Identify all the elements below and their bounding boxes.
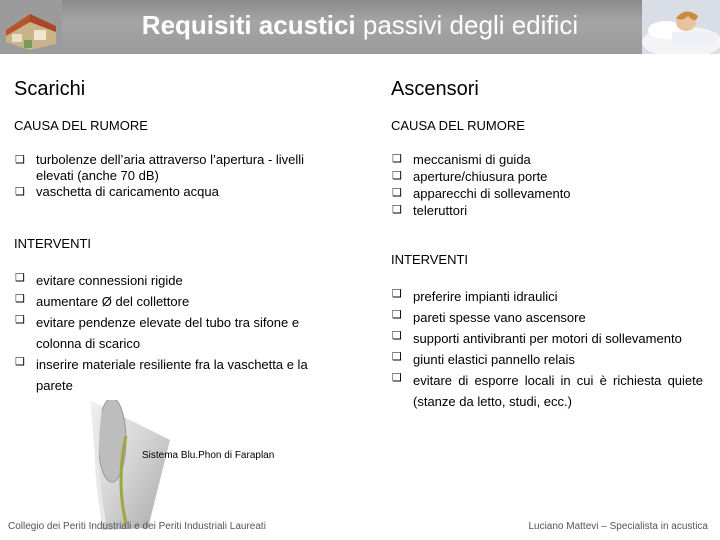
checkbox-bullet-icon: ❑ [15, 185, 25, 198]
title-bold: Requisiti acustici [141, 10, 356, 40]
checkbox-bullet-icon: ❑ [15, 292, 25, 305]
slide-title [0, 8, 720, 42]
list-item: ❑ preferire impianti idraulici [392, 287, 558, 304]
checkbox-bullet-icon: ❑ [392, 169, 402, 182]
checkbox-bullet-icon: ❑ [392, 287, 402, 300]
scarichi-interventions-list [14, 270, 330, 396]
list-item: ❑ meccanismi di guida [392, 152, 531, 167]
ascensori-causes-list [391, 151, 703, 219]
footer-author: Luciano Mattevi – Specialista in acustica [528, 521, 708, 532]
ascensori-interventions-label: INTERVENTI [391, 252, 469, 267]
ascensori-title: Ascensori [391, 78, 479, 100]
scarichi-cause-label: CAUSA DEL RUMORE [14, 118, 148, 133]
title-rest: passivi degli edifici [355, 10, 579, 40]
checkbox-bullet-icon: ❑ [15, 313, 25, 326]
checkbox-bullet-icon: ❑ [392, 186, 402, 199]
scarichi-interventions-label: INTERVENTI [14, 236, 92, 251]
list-item: ❑ teleruttori [392, 203, 468, 218]
list-item: ❑ evitare di esporre locali in cui è richiesta quiete (stanze da letto, studi, ecc.) [392, 371, 703, 409]
list-item: ❑ vaschetta di caricamento acqua [15, 184, 219, 199]
list-item: ❑ aperture/chiusura porte [392, 169, 548, 184]
checkbox-bullet-icon: ❑ [15, 355, 25, 368]
ascensori-cause-label: CAUSA DEL RUMORE [391, 118, 525, 133]
list-item: ❑ evitare connessioni rigide [15, 271, 183, 288]
list-item: ❑ evitare pendenze elevate del tubo tra sifone e colonna di scarico [15, 313, 300, 351]
drain-pipe-image [30, 400, 200, 530]
list-item: ❑ inserire materiale resiliente fra la vaschetta e la parete [15, 355, 308, 393]
header-bar [0, 0, 720, 54]
list-item: ❑ apparecchi di sollevamento [392, 186, 571, 201]
ascensori-interventions-list [391, 286, 703, 412]
checkbox-bullet-icon: ❑ [392, 152, 402, 165]
checkbox-bullet-icon: ❑ [392, 371, 402, 384]
scarichi-causes-list [14, 152, 330, 200]
checkbox-bullet-icon: ❑ [392, 203, 402, 216]
pipe-image-caption: Sistema Blu.Phon di Faraplan [142, 450, 275, 461]
checkbox-bullet-icon: ❑ [15, 271, 25, 284]
sleeping-person-image [642, 0, 720, 54]
checkbox-bullet-icon: ❑ [392, 329, 402, 342]
scarichi-title: Scarichi [14, 78, 86, 100]
list-item: ❑ pareti spesse vano ascensore [392, 308, 586, 325]
checkbox-bullet-icon: ❑ [392, 350, 402, 363]
list-item: ❑ supporti antivibranti per motori di sollevamento [392, 329, 682, 346]
checkbox-bullet-icon: ❑ [15, 153, 25, 166]
checkbox-bullet-icon: ❑ [392, 308, 402, 321]
list-item: ❑ giunti elastici pannello relais [392, 350, 575, 367]
list-item: ❑ turbolenze dell’aria attraverso l’apertura - livelli elevati (anche 70 dB) [15, 152, 305, 183]
list-item: ❑ aumentare Ø del collettore [15, 292, 190, 309]
footer-organization: Collegio dei Periti Industriali e dei Periti Industriali Laureati [8, 521, 266, 532]
